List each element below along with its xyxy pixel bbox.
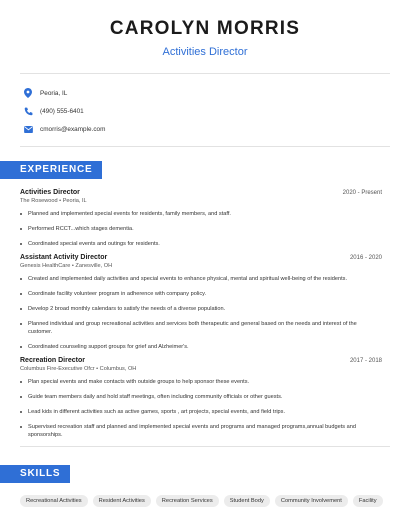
divider [20,446,390,447]
list-item: Guide team members daily and hold staff meetings, often including community officials or other guests. [20,393,382,401]
candidate-name: CAROLYN MORRIS [109,18,301,39]
skill-chip: Resident Activities [93,495,151,507]
experience-item [20,189,382,248]
skills-list [20,495,410,507]
job-organization: Columbus Fire-Executive Ofcr • Columbus, OH [20,366,137,372]
job-title: Assistant Activity Director [20,254,108,261]
list-item: Planned and implemented special events for residents, family members, and staff. [20,210,382,218]
job-organization: Genesis HealthCare • Zanesville, OH [20,263,113,269]
skill-chip: Student Body [224,495,270,507]
contact-block [0,74,410,146]
experience-item [20,357,382,439]
job-dates: 2016 - 2020 [349,255,382,261]
skills-section [0,463,410,507]
resume-header [0,0,410,59]
job-organization: The Rosewood • Peoria, IL [20,198,87,204]
job-dates: 2020 - Present [342,190,382,196]
job-title: Recreation Director [20,357,85,364]
list-item: Lead kids in different activities such as active games, sports , art projects, special events, and field trips. [20,408,382,416]
list-item: Coordinated counseling support groups for grief and Alzheimer's. [20,343,382,351]
skill-chip: Community Involvement [275,495,348,507]
list-item: Coordinate facility volunteer program in adherence with company policy. [20,290,382,298]
list-item: Supervised recreation staff and planned and implemented special events and programs and managed programs,annual budgets and sponsorships. [20,423,382,439]
experience-heading: EXPERIENCE [0,161,102,179]
location-text: Peoria, IL [40,89,68,97]
skill-chip: Facility [353,495,383,507]
experience-section [0,159,410,439]
contact-email [22,120,410,138]
contact-location [22,84,410,102]
list-item: Plan special events and make contacts with outside groups to help sponsor these events. [20,378,382,386]
skill-chip: Recreational Activities [20,495,88,507]
list-item: Coordinated special events and outings for residents. [20,240,382,248]
candidate-role: Activities Director [162,46,248,58]
list-item: Performed RCCT...which stages dementia. [20,225,382,233]
location-pin-icon [22,87,34,99]
email-link[interactable]: cmorris@example.com [40,125,106,133]
phone-text: (490) 555-6401 [40,107,84,115]
skill-chip: Recreation Services [156,495,219,507]
job-title: Activities Director [20,189,80,196]
envelope-icon [22,123,34,135]
list-item: Develop 2 broad monthly calendars to satisfy the needs of a diverse population. [20,305,382,313]
experience-item [20,254,382,351]
contact-phone [22,102,410,120]
list-item: Planned individual and group recreational activities and services both therapeutic and general based on the needs and interest of the customer. [20,320,382,336]
phone-icon [22,105,34,117]
divider [20,146,390,147]
skills-heading: SKILLS [0,465,70,483]
job-dates: 2017 - 2018 [349,358,382,364]
list-item: Created and implemented daily activities and special events to enhance physical, mental and spiritual well-being of the residents. [20,275,382,283]
